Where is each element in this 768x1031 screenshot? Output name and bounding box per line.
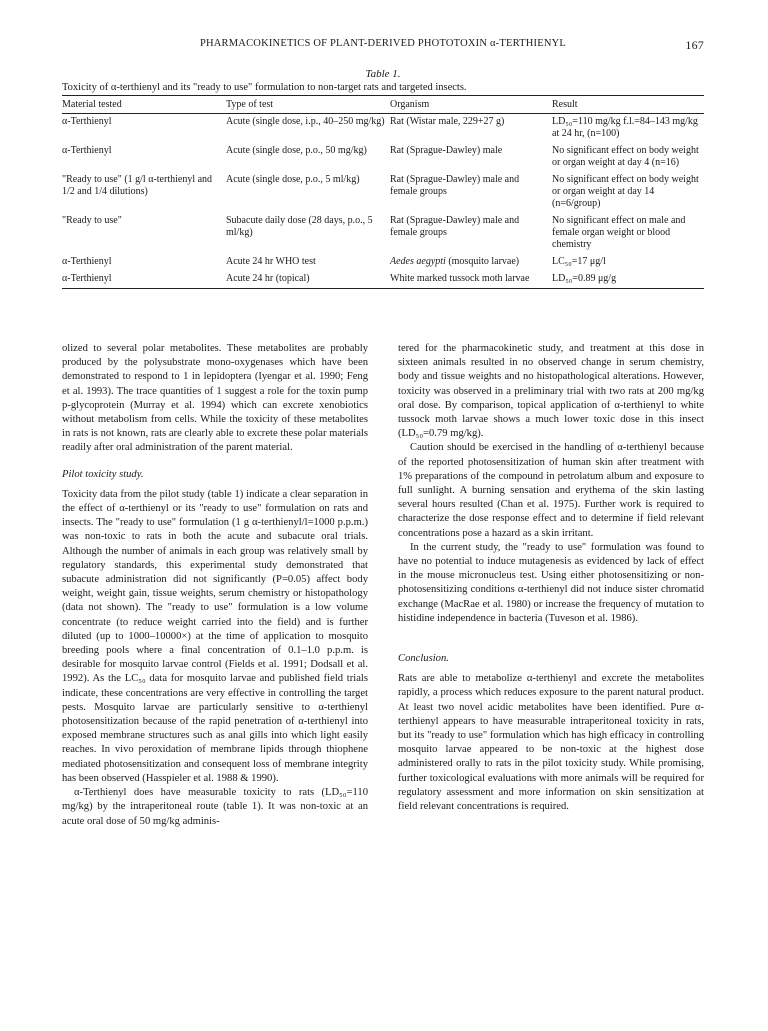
table-cell: LD₅₀=0.89 μg/g	[552, 271, 704, 289]
section-heading: Conclusion.	[398, 653, 449, 665]
table-row	[62, 254, 704, 271]
column-header: Material tested	[62, 96, 226, 114]
paragraph: olized to several polar metabolites. These metabolites are probably produced by the polysubstrate mono-oxygenases which have been demonstrated to respond to 1 in lepidoptera (Iyengar et al. 1990; Feng et al. 1993). The trace quantities of 1 suggest a role for the toxin pump p-glycoprotein (Murray et al. 1994) which can excrete xenobiotics without metabolism from cells. While the toxicity of these metabolites in rats is not known, rats are clearly able to excrete these polar materials readily after oral administration of the parent material.	[62, 343, 368, 454]
paragraph: In the current study, the "ready to use" formulation was found to have no potential to induce mutagenesis as evidenced by lack of effect in the mouse micronucleus test. Using either photosensitizing or non-photosensitizing conditions α-terthienyl did not induce sister chromatid exchange (MacRae et al. 1980) or increase the frequency of mutation to histidine independence in bacteria (Tuveson et al. 1986).	[398, 541, 704, 624]
table-row	[62, 143, 704, 172]
table-cell: Rat (Wistar male, 229+27 g)	[390, 116, 505, 127]
table-cell: LD₅₀=110 mg/kg f.l.=84–143 mg/kg at 24 hr, (n=100)	[552, 116, 698, 139]
toxicity-table	[62, 95, 704, 289]
species-rest: (mosquito larvae)	[445, 256, 520, 267]
table-cell: No significant effect on body weight or organ weight at day 14 (n=6/group)	[552, 174, 699, 209]
table-cell: α-Terthienyl	[62, 271, 226, 289]
table-cell: White marked tussock moth larvae	[390, 271, 552, 289]
table-cell: No significant effect on male and female organ weight or blood chemistry	[552, 215, 686, 250]
left-column	[62, 342, 368, 829]
table-row	[62, 114, 704, 144]
species-name: Aedes aegypti	[390, 256, 446, 267]
table-caption: Toxicity of α-terthienyl and its "ready to use" formulation to non-target rats and targeted insects.	[62, 82, 467, 93]
table-cell: Subacute daily dose (28 days, p.o., 5 ml/kg)	[226, 215, 373, 238]
running-head	[62, 38, 704, 56]
section-heading: Pilot toxicity study.	[62, 468, 144, 480]
table-cell: Rat (Sprague-Dawley) male	[390, 145, 503, 156]
paragraph: Caution should be exercised in the handling of α-terthienyl because of the reported photosensitization of human skin after treatment with 1% preparations of the compound in petrolatum album and exposure to full sunlight. A burning sensation and erythema of the skin lasting several hours resulted (Chan et al. 1975). Further work is required to characterize the dose response effect and to determine if field relevant concentrations pose a hazard as a skin irritant.	[398, 442, 704, 539]
table-header-row	[62, 96, 704, 114]
table-cell: Acute 24 hr WHO test	[226, 256, 316, 267]
right-column	[398, 342, 704, 814]
table-row	[62, 213, 704, 254]
page	[62, 38, 704, 289]
table-cell: Acute (single dose, i.p., 40–250 mg/kg)	[226, 116, 385, 127]
paragraph: Toxicity data from the pilot study (table 1) indicate a clear separation in the effect of α-terthienyl or its "ready to use" formulation on rats and insects. The "ready to use" formulation (1 g α-terthienyl/l=1000 p.p.m.) was non-toxic to rats in both the acute and subacute oral trials. Although the number of animals in each group was relatively small by regulatory standards, this experimental study demonstrated that subacute administration did not significantly (P=0.05) affect body weight, weight gain, tissue weights, serum chemistry or histopathology (data not shown). The "ready to use" formulation is a low volume concentrate (to reduce weight carried into the field) and is further diluted (up to 1000–10000×) at the time of application to mosquito breeding pools where a final concentration of 0.1–1.0 p.p.m. is desirable for mosquito larvae control (Fields et al. 1991; Dodsall et al. 1992). As the LC₅₀ data for mosquito larvae and published field trials indicate, these concentrations are very effective in controlling the target pests. Mosquito larvae are particularly sensitive to α-terthienyl photosensitization because of the rapid penetration of α-terthienyl into exposed membrane structures such as anal gills into which light easily reaches. In vivo peroxidation of membrane lipids through thiophene mediated photosensitization and consequent loss of membrane integrity has been observed (Hasspieler et al. 1988 & 1990).	[62, 488, 368, 784]
table-cell: α-Terthienyl	[62, 116, 112, 127]
paragraph: Rats are able to metabolize α-terthienyl and excrete the metabolites rapidly, a process which reduces exposure to the parent natural product. At least two novel acidic metabolites have been identified. Pure α-terthienyl appears to have measurable intraperitoneal toxicity in rats, but its "ready to use" formulation which has high efficacy in controlling mosquito larvae appeared to be non-toxic at the highest dose administered orally to rats in the pilot toxicity study. While promising, further toxicological evaluations with more animals will be required for regulatory assessment and more information on skin sensitization at field relevant concentrations is required.	[398, 673, 704, 813]
page-number: 167	[685, 38, 704, 52]
table-cell: "Ready to use" (1 g/l α-terthienyl and 1/2 and 1/4 dilutions)	[62, 174, 213, 197]
table-cell: No significant effect on body weight or organ weight at day 4 (n=16)	[552, 145, 699, 168]
paragraph: tered for the pharmacokinetic study, and treatment at this dose in sixteen animals resulted in no observed change in serum chemistry, body and tissue weights and no histopathological alterations. However, toxicity was observed in a preliminary trial with two rats at 200 mg/kg oral dose. By comparison, topical application of α-terthienyl to white tussock moth larvae shows a much lower toxic dose in this insect (LD₅₀=0.79 mg/kg).	[398, 343, 704, 440]
table-cell: Rat (Sprague-Dawley) male and female groups	[390, 174, 520, 197]
table-cell: Rat (Sprague-Dawley) male and female groups	[390, 215, 520, 238]
table-cell-organism	[390, 254, 552, 271]
column-header: Result	[552, 96, 704, 114]
column-header: Type of test	[226, 96, 390, 114]
paragraph: α-Terthienyl does have measurable toxicity to rats (LD₅₀=110 mg/kg) by the intraperitoneal route (table 1). It was non-toxic at an acute oral dose of 50 mg/kg adminis-	[62, 787, 368, 827]
running-head-title: PHARMACOKINETICS OF PLANT-DERIVED PHOTOTOXIN α-TERTHIENYL	[199, 38, 567, 49]
table-cell: Acute (single dose, p.o., 5 ml/kg)	[226, 174, 360, 185]
table-cell: LC₅₀=17 μg/l	[552, 256, 606, 267]
column-header: Organism	[390, 96, 552, 114]
table-cell: "Ready to use"	[62, 215, 122, 226]
table-cell: Acute (single dose, p.o., 50 mg/kg)	[226, 145, 367, 156]
table-row	[62, 172, 704, 213]
table-cell: α-Terthienyl	[62, 145, 112, 156]
table-row	[62, 271, 704, 289]
table-cell: α-Terthienyl	[62, 256, 112, 267]
table-label: Table 1.	[365, 68, 401, 80]
table-cell: Acute 24 hr (topical)	[226, 271, 390, 289]
